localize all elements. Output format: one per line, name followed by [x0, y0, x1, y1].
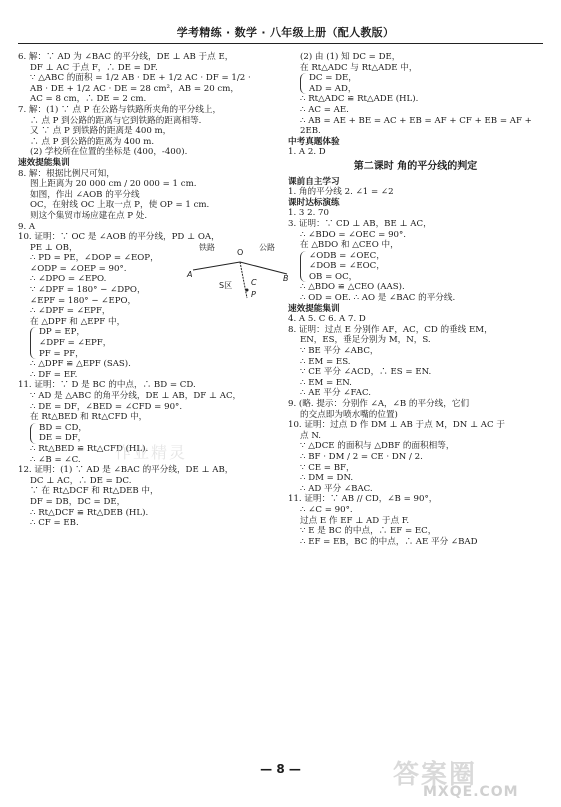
text-line: ∵ 在 Rt△DCF 和 Rt△DEB 中， — [30, 486, 159, 497]
text-line: 的交点即为喷水嘴的位置) — [300, 409, 398, 420]
text-line: ∴ △DPF ≌ △EPF (SAS). — [30, 359, 131, 370]
text-line: ∴ PD = PE，∠DOP = ∠EOP， — [30, 253, 159, 264]
text-line: 11. 证明：∵ D 是 BC 的中点，∴ BD = CD. — [18, 380, 196, 391]
text-line: BD = CD， — [39, 422, 87, 433]
text-line: EN，ES，垂足分别为 M，N，S. — [300, 335, 431, 346]
text-line: 9. A — [18, 221, 36, 232]
text-line: 在 △BDO 和 △CEO 中， — [300, 240, 399, 251]
text-line: ∴ DE = DF，∠BED = ∠CFD = 90°. — [30, 401, 183, 412]
text-line: ∠ODP = ∠OEP = 90°. — [30, 263, 127, 274]
section-heading: 中考真题体验 — [288, 136, 340, 147]
brace-mark — [300, 251, 306, 283]
text-line: AD = AD， — [309, 83, 357, 94]
text-line: 过点 E 作 EF ⊥ AD 于点 F. — [300, 515, 410, 526]
section-heading: 速效提能集训 — [18, 157, 70, 168]
text-line: 8. 解：根据比例尺可知， — [18, 168, 115, 179]
text-line: ∴ ∠DPF = ∠EPF， — [30, 306, 111, 317]
text-line: 11. 证明：∵ AB // CD，∠B = 90°， — [288, 494, 438, 505]
text-line: ∴ Rt△BED ≌ Rt△CFD (HL). — [30, 443, 149, 454]
text-line: PE ⊥ OB， — [30, 242, 78, 253]
watermark-logo: 作业精灵 — [115, 443, 188, 462]
text-line: ∴ DF = EF. — [30, 369, 78, 380]
text-line: ∠EPF = 180° − ∠EPO， — [30, 295, 137, 306]
brace-mark — [300, 73, 306, 94]
text-line: 8. 证明：过点 E 分别作 AF，AC，CD 的垂线 EM， — [288, 324, 493, 335]
equation-brace — [288, 251, 543, 283]
text-line: ∴ AC = AE. — [300, 104, 349, 115]
text-line: PF = PF， — [39, 348, 84, 359]
label-s: S区 — [219, 281, 233, 290]
text-line: 12. 证明：(1) ∵ AD 是 ∠BAC 的平分线，DE ⊥ AB， — [18, 465, 234, 476]
text-line: 1. 3 2. 70 — [288, 208, 329, 219]
text-line: ∴ AB = AE + BE = AC + EB = AF + CF + EB = AF + — [300, 115, 532, 126]
text-line: DC = DE， — [309, 73, 357, 84]
text-line: AC = 8 cm，∴ DE = 2 cm. — [30, 94, 147, 105]
page-number: — 8 — — [260, 762, 301, 776]
text-line: AB · DE + 1/2 AC · DE = 28 cm²，AB = 20 cm， — [30, 83, 239, 94]
text-line: ∴ Rt△DCF ≌ Rt△DEB (HL). — [30, 507, 149, 518]
equation-brace — [18, 327, 273, 359]
text-line: DF ⊥ AC 于点 F，∴ DE = DF. — [30, 62, 158, 73]
text-line: DE = DF， — [39, 433, 87, 444]
text-line: 在 Rt△ADC 与 Rt△ADE 中， — [300, 62, 418, 73]
text-line: (2) 由 (1) 知 DC = DE， — [300, 52, 401, 62]
text-line: ∴ DM = DN. — [300, 473, 354, 484]
text-line: ∴ AE 平分 ∠FAC. — [300, 388, 371, 399]
page-header: 学考精练 · 数学 · 八年级上册（配人教版） — [176, 26, 395, 39]
header-rule — [18, 43, 543, 44]
text-line: ∴ EF = EB，BC 的中点，∴ AE 平分 ∠BAD — [300, 536, 478, 547]
text-line: 1. A 2. D — [288, 147, 326, 158]
text-line: OB = OC， — [309, 271, 358, 282]
watermark — [393, 752, 543, 802]
text-line: ∠DPF = ∠EPF， — [39, 338, 112, 349]
text-line: ∴ EM = EN. — [300, 377, 352, 388]
text-line: ∵ △DCE 的面积与 △DBF 的面积相等， — [300, 441, 455, 452]
rail-road-figure — [185, 240, 295, 308]
lesson-title: 第二课时 角的平分线的判定 — [353, 160, 478, 172]
watermark-url: MXQE.COM — [423, 784, 519, 800]
equation-brace — [288, 73, 543, 94]
section-heading: 课前自主学习 — [288, 176, 340, 187]
text-line: OC，在射线 OC 上取一点 P，使 OP = 1 cm. — [30, 200, 210, 211]
text-line: 在 Rt△BED 和 Rt△CFD 中， — [30, 412, 148, 423]
text-line: ∴ ∠DPO = ∠EPO. — [30, 274, 107, 285]
text-line: 在 △DPF 和 △EPF 中， — [30, 316, 126, 327]
text-line: ∴ ∠C = 90°. — [300, 504, 353, 515]
text-line: 3. 证明：∵ CD ⊥ AB，BE ⊥ AC， — [288, 218, 432, 229]
text-line: 2EB. — [300, 126, 321, 137]
text-line: 6. 解：∵ AD 为 ∠BAC 的平分线，DE ⊥ AB 于点 E， — [18, 52, 234, 62]
text-line: 1. 角的平分线 2. ∠1 = ∠2 — [288, 187, 394, 198]
text-line: (2) 学校所在位置的坐标是 (400，-400). — [30, 147, 188, 158]
text-line: ∴ 点 P 到公路的距离为 400 m. — [30, 136, 155, 147]
text-line: ∵ ∠DPF = 180° − ∠DPO， — [30, 285, 146, 296]
label-b: B — [283, 274, 289, 283]
text-line: 如图，作出 ∠AOB 的平分线 — [30, 189, 140, 200]
label-o: O — [237, 248, 244, 257]
label-c: C — [251, 278, 257, 287]
section-heading: 课时达标演练 — [288, 197, 340, 208]
text-line: ∵ CE = BF， — [300, 462, 355, 473]
section-heading: 速效提能集训 — [288, 303, 340, 314]
text-line: 10. 证明：∵ OC 是 ∠AOB 的平分线，PD ⊥ OA， — [18, 232, 220, 243]
text-line: ∠ODB = ∠OEC， — [309, 250, 385, 261]
text-line: 7. 解：(1) ∵ 点 P 在公路与铁路所夹角的平分线上， — [18, 104, 222, 115]
text-line: ∴ Rt△ADC ≌ Rt△ADE (HL). — [300, 94, 419, 105]
text-line: ∵ CE 平分 ∠ACD，∴ ES = EN. — [300, 367, 432, 378]
text-line: ∴ △BDO ≌ △CEO (AAS). — [300, 282, 405, 293]
text-line: ∠DOB = ∠EOC， — [309, 261, 385, 272]
text-line: 则这个集贸市场应建在点 P 处. — [30, 210, 148, 221]
text-line: ∴ CF = EB. — [30, 518, 79, 529]
text-line: ∵ AD 是 △ABC 的角平分线，DE ⊥ AB，DF ⊥ AC， — [30, 391, 242, 401]
label-rail: 铁路 — [199, 243, 215, 252]
text-line: 点 N. — [300, 430, 322, 441]
text-line: 图上距离为 20 000 cm / 20 000 = 1 cm. — [30, 179, 197, 190]
text-line: ∵ BE 平分 ∠ABC， — [300, 346, 379, 357]
text-line: DC ⊥ AC，∴ DE = DC. — [30, 475, 132, 486]
text-line: ∴ ∠B = ∠C. — [30, 454, 81, 465]
text-line: ∴ AD 平分 ∠BAC. — [300, 483, 373, 494]
brace-mark — [30, 423, 36, 444]
text-line: ∴ ∠BDO = ∠OEC = 90°. — [300, 229, 407, 240]
label-p: P — [251, 290, 256, 299]
text-line: 4. A 5. C 6. A 7. D — [288, 314, 366, 325]
text-line: DP = EP， — [39, 327, 85, 338]
text-line: ∴ BF · DM / 2 = CE · DN / 2. — [300, 451, 423, 462]
text-line: ∴ 点 P 到公路的距离与它到铁路的距离相等. — [30, 115, 202, 126]
text-line: 又 ∵ 点 P 到铁路的距离是 400 m， — [30, 126, 172, 137]
text-line: ∴ EM = ES. — [300, 356, 351, 367]
text-line: 10. 证明：过点 D 作 DM ⊥ AB 于点 M，DN ⊥ AC 于 — [288, 420, 505, 431]
text-line: ∴ OD = OE. ∴ AO 是 ∠BAC 的平分线. — [300, 293, 456, 304]
label-road: 公路 — [259, 243, 275, 252]
watermark-logo: 答案圈 — [393, 760, 478, 790]
label-a: A — [187, 270, 193, 279]
text-line: DF = DB，DC = DE， — [30, 496, 126, 507]
right-column — [288, 52, 543, 547]
text-line: ∵ E 是 BC 的中点，∴ EF = EC， — [300, 526, 437, 537]
text-line: ∵ △ABC 的面积 = 1/2 AB · DE + 1/2 AC · DF = 1/2 · — [30, 73, 251, 84]
brace-mark — [30, 327, 36, 359]
text-line: 9. (略. 提示：分别作 ∠A，∠B 的平分线，它们 — [288, 399, 470, 409]
